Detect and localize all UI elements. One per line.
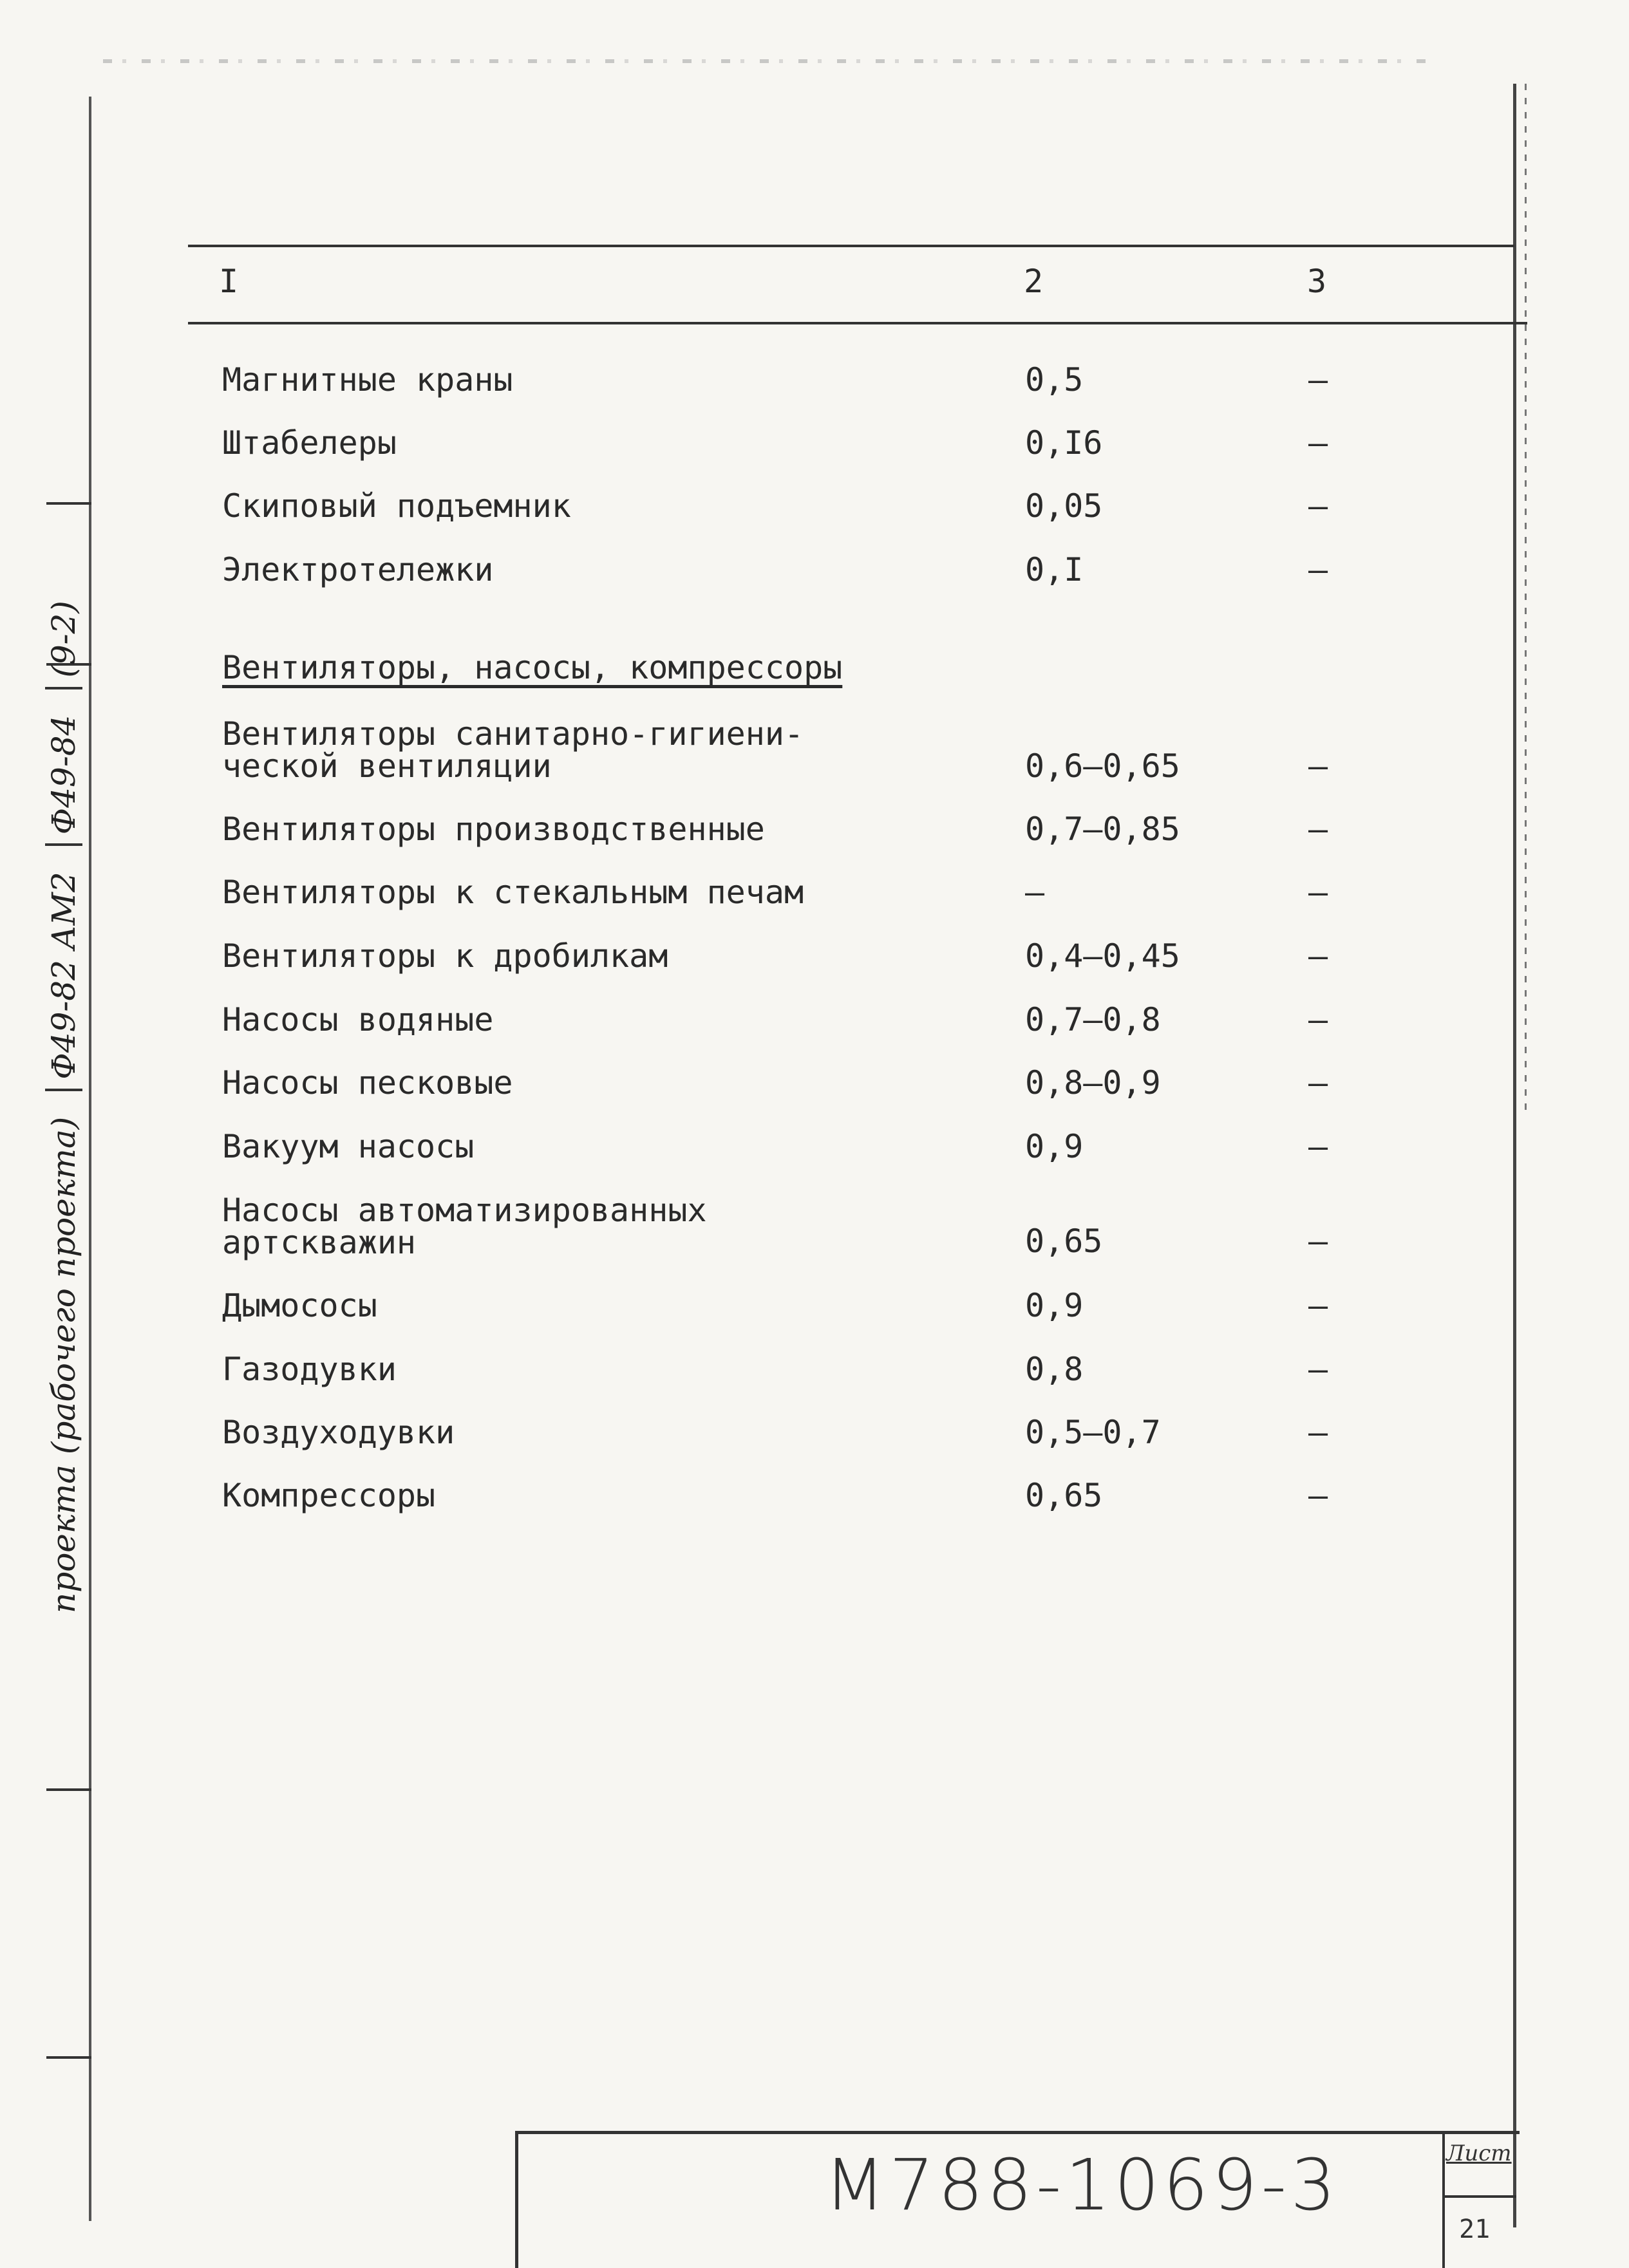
document-number: М788-1069-3 — [824, 2144, 1340, 2226]
frame-right-dotted — [1525, 84, 1527, 1114]
side-stamp — [45, 399, 82, 1622]
table-header-rule — [188, 322, 1527, 324]
row-col3: – — [1308, 1223, 1328, 1260]
row-name: Скиповый подъемник — [222, 487, 571, 525]
row-col3: – — [1308, 1477, 1328, 1514]
title-block-top-rule — [515, 2131, 1520, 2134]
section-heading: Вентиляторы, насосы, компрессоры — [222, 649, 843, 686]
row-value: 0,8–0,9 — [1025, 1064, 1161, 1101]
row-name: Воздуходувки — [222, 1414, 455, 1451]
row-value: 0,65 — [1025, 1477, 1103, 1514]
margin-tick — [46, 2056, 91, 2059]
row-col3: – — [1308, 1414, 1328, 1451]
row-col3: – — [1308, 551, 1328, 588]
row-value: 0,9 — [1025, 1287, 1084, 1324]
row-value: 0,I — [1025, 551, 1084, 588]
row-value: 0,65 — [1025, 1223, 1103, 1260]
row-name: Насосы песковые — [222, 1064, 513, 1101]
row-col3: – — [1308, 361, 1328, 398]
row-value: 0,7–0,85 — [1025, 811, 1180, 848]
row-value: 0,5 — [1025, 361, 1084, 398]
row-name: Электротележки — [222, 551, 494, 588]
title-block-divider — [1442, 2131, 1445, 2268]
row-name: Штабелеры — [222, 424, 397, 462]
row-name: Насосы автоматизированных артскважин — [222, 1192, 707, 1261]
row-value: 0,05 — [1025, 487, 1103, 525]
row-col3: – — [1308, 1128, 1328, 1165]
row-col3: – — [1308, 874, 1328, 911]
row-col3: – — [1308, 487, 1328, 525]
row-name: Газодувки — [222, 1351, 397, 1388]
row-name: Компрессоры — [222, 1477, 436, 1514]
sheet-label: Лист — [1446, 2141, 1512, 2166]
row-name: Насосы водяные — [222, 1001, 494, 1038]
scan-artifact-line — [103, 59, 1429, 63]
row-col3: – — [1308, 1001, 1328, 1038]
column-header-2: 2 — [1024, 263, 1044, 300]
row-name: Вакуум насосы — [222, 1128, 475, 1165]
frame-left-border — [89, 97, 91, 2221]
row-value: – — [1025, 874, 1045, 911]
side-stamp-part: Ф49-84 — [45, 715, 82, 847]
title-block-left-rule — [515, 2131, 518, 2268]
row-col3: – — [1308, 1287, 1328, 1324]
title-block-divider — [1442, 2195, 1516, 2198]
row-name: Дымососы — [222, 1287, 377, 1324]
table-top-rule — [188, 245, 1514, 247]
row-name: Вентиляторы к стекальным печам — [222, 874, 804, 911]
frame-right-border — [1513, 84, 1516, 2227]
row-col3: – — [1308, 424, 1328, 462]
sheet-number: 21 — [1459, 2215, 1491, 2244]
row-value: 0,6–0,65 — [1025, 747, 1180, 785]
row-name: Вентиляторы санитарно-гигиени- ческой вентиляции — [222, 715, 804, 785]
column-header-1: I — [219, 263, 239, 300]
side-stamp-part: проекта (рабочего проекта) — [45, 1116, 82, 1613]
row-name: Магнитные краны — [222, 361, 513, 398]
row-col3: – — [1308, 1351, 1328, 1388]
row-value: 0,7–0,8 — [1025, 1001, 1161, 1038]
row-value: 0,9 — [1025, 1128, 1084, 1165]
column-header-3: 3 — [1307, 263, 1327, 300]
row-col3: – — [1308, 811, 1328, 848]
side-stamp-part: Ф49-82 АМ2 — [45, 872, 82, 1091]
row-name: Вентиляторы производственные — [222, 811, 765, 848]
row-value: 0,I6 — [1025, 424, 1103, 462]
row-value: 0,4–0,45 — [1025, 937, 1180, 975]
row-value: 0,8 — [1025, 1351, 1084, 1388]
row-col3: – — [1308, 937, 1328, 975]
row-value: 0,5–0,7 — [1025, 1414, 1161, 1451]
row-col3: – — [1308, 1064, 1328, 1101]
margin-tick — [46, 1788, 91, 1791]
row-name: Вентиляторы к дробилкам — [222, 937, 668, 975]
row-col3: – — [1308, 747, 1328, 785]
side-stamp-part: (9-2) — [45, 601, 82, 689]
